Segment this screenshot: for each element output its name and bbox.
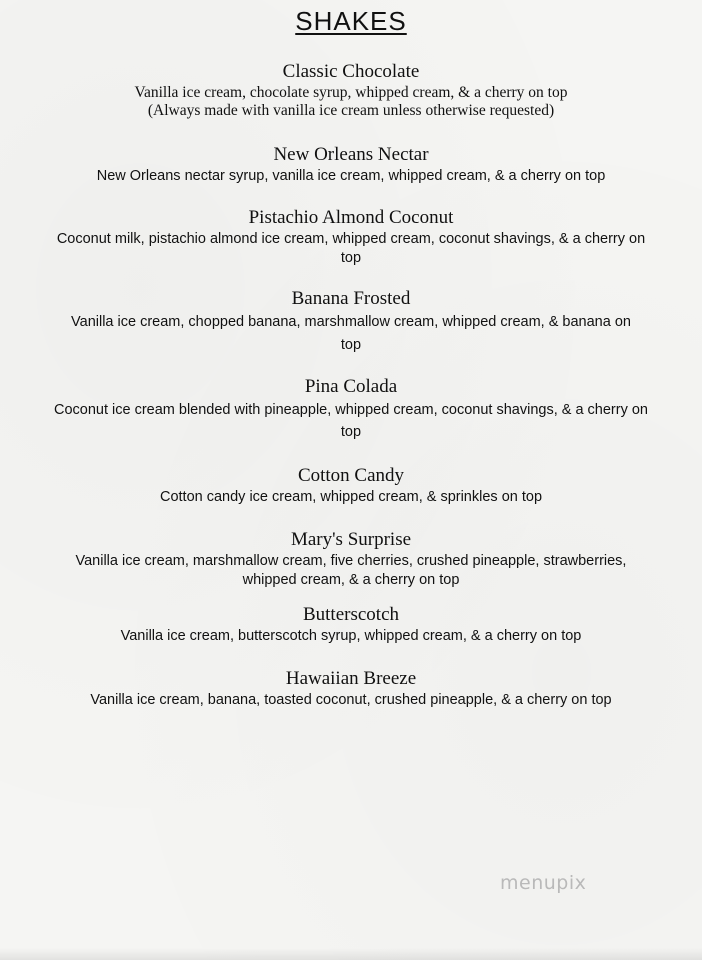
menu-item-butterscotch	[0, 603, 702, 646]
item-note: (Always made with vanilla ice cream unless otherwise requested)	[147, 102, 555, 119]
watermark-logo: menupix	[500, 872, 587, 894]
item-name: Hawaiian Breeze	[285, 668, 417, 689]
item-name: Mary's Surprise	[290, 529, 412, 550]
item-description: Coconut milk, pistachio almond ice cream, whipped cream, coconut shavings, & a cherry on top	[56, 231, 646, 266]
item-description: Vanilla ice cream, chopped banana, marshmallow cream, whipped cream, & banana on top	[71, 314, 631, 353]
menu-item-banana-frosted	[0, 287, 702, 357]
menu-item-classic-chocolate	[0, 60, 702, 120]
item-description: Coconut ice cream blended with pineapple, whipped cream, coconut shavings, & a cherry on top	[53, 402, 649, 440]
item-name: Pistachio Almond Coconut	[248, 207, 454, 228]
item-description: New Orleans nectar syrup, vanilla ice cream, whipped cream, & a cherry on top	[96, 168, 606, 184]
item-name: Banana Frosted	[291, 288, 411, 309]
item-description: Vanilla ice cream, butterscotch syrup, whipped cream, & a cherry on top	[120, 628, 582, 644]
section-title: SHAKES	[295, 6, 407, 36]
menu-item-pina-colada	[0, 375, 702, 443]
menu-item-new-orleans-nectar	[0, 143, 702, 186]
item-name: New Orleans Nectar	[273, 144, 429, 165]
item-name: Classic Chocolate	[282, 61, 420, 82]
item-name: Butterscotch	[302, 604, 400, 625]
item-name: Cotton Candy	[297, 465, 405, 486]
item-description: Vanilla ice cream, chocolate syrup, whipped cream, & a cherry on top	[134, 84, 568, 101]
item-description: Vanilla ice cream, marshmallow cream, five cherries, crushed pineapple, strawberries, whipped cream, & a cherry on top	[75, 553, 627, 588]
menu-item-hawaiian-breeze	[0, 667, 702, 710]
item-description: Cotton candy ice cream, whipped cream, & sprinkles on top	[159, 489, 543, 505]
item-name: Pina Colada	[304, 376, 398, 397]
menu-item-cotton-candy	[0, 464, 702, 507]
menu-item-pistachio-almond-coconut	[0, 206, 702, 268]
item-description: Vanilla ice cream, banana, toasted coconut, crushed pineapple, & a cherry on top	[90, 692, 612, 708]
page-bottom-edge	[0, 948, 702, 960]
menu-item-marys-surprise	[0, 528, 702, 590]
